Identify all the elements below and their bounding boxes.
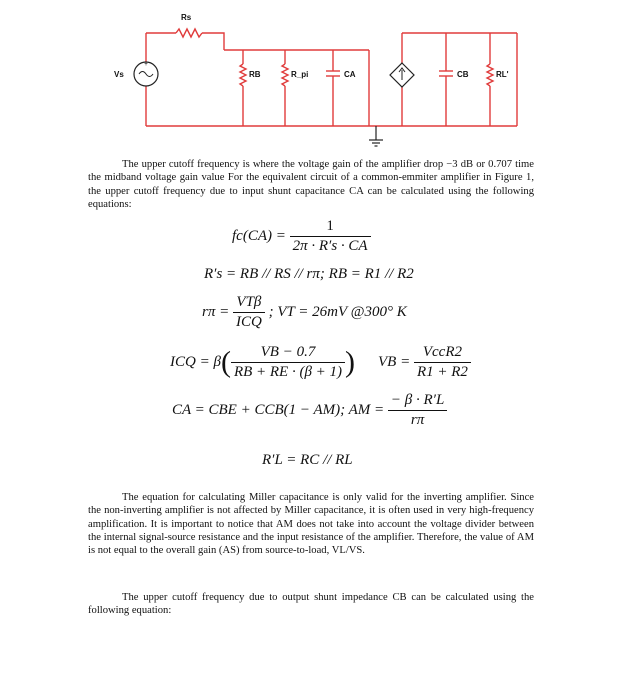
label-ca: CA xyxy=(344,70,356,79)
ground-icon xyxy=(369,126,383,146)
output-paragraph: The upper cutoff frequency due to output shunt impedance CB can be calculated using the following equation: xyxy=(88,592,534,617)
label-cb: CB xyxy=(457,70,469,79)
equation-rpi: rπ = $\frac{\text{VTβ}}{\text{ICQ}}$ ; VT = 26mV @300° K xyxy=(202,294,407,330)
label-rb: RB xyxy=(249,70,261,79)
label-rl: RL' xyxy=(496,70,509,79)
label-rs: Rs xyxy=(181,13,192,22)
miller-paragraph: The equation for calculating Miller capacitance is only valid for the inverting amplifier. Since the non-inverting amplifier is not affected by Miller capacitance, it is often used in very high-frequency amplification. It is important to notice that AM does not take into account the voltage divider between the internal signal-source resistance and the input resistance of the amplifier. Therefore, the value of AM is not equal to the overall gain (AS) from source-to-load, VL/VS. xyxy=(88,492,534,557)
circuit-diagram xyxy=(0,0,618,150)
svg-text:+: + xyxy=(144,62,148,68)
equation-vb: VB = $\frac{\text{VccR2}}{R1 + R2}$ xyxy=(378,344,471,381)
dependent-current-source-icon xyxy=(390,63,414,87)
equation-icq: ICQ = β( $\frac{VB - 0.7}{RB + RE \cdot (\beta + 1)}$ ) xyxy=(170,344,356,380)
voltage-source-icon xyxy=(134,62,158,86)
equation-rl-prime: R′L = RC // RL xyxy=(262,452,353,468)
label-rpi: R_pi xyxy=(291,70,309,79)
equation-rs-prime: R′s = RB // RS // rπ; RB = R1 // R2 xyxy=(204,266,414,282)
equation-ca: CA = CBE + CCB(1 − AM); AM = $\frac{- \beta \cdot R'L}{r\pi}$ xyxy=(172,392,447,429)
intro-paragraph: The upper cutoff frequency is where the voltage gain of the amplifier drop −3 dB or 0.707 time the midband voltage gain value For the equivalent circuit of a common-emmiter amplifier in Figure 1, the upper cutoff frequency due to input shunt capacitance CA can be calculated using the following equations: xyxy=(88,159,534,210)
label-vs: Vs xyxy=(114,70,124,79)
equation-fc: fc(CA) = $\frac{1}{2\pi \cdot R's \cdot CA}$ xyxy=(232,218,371,255)
